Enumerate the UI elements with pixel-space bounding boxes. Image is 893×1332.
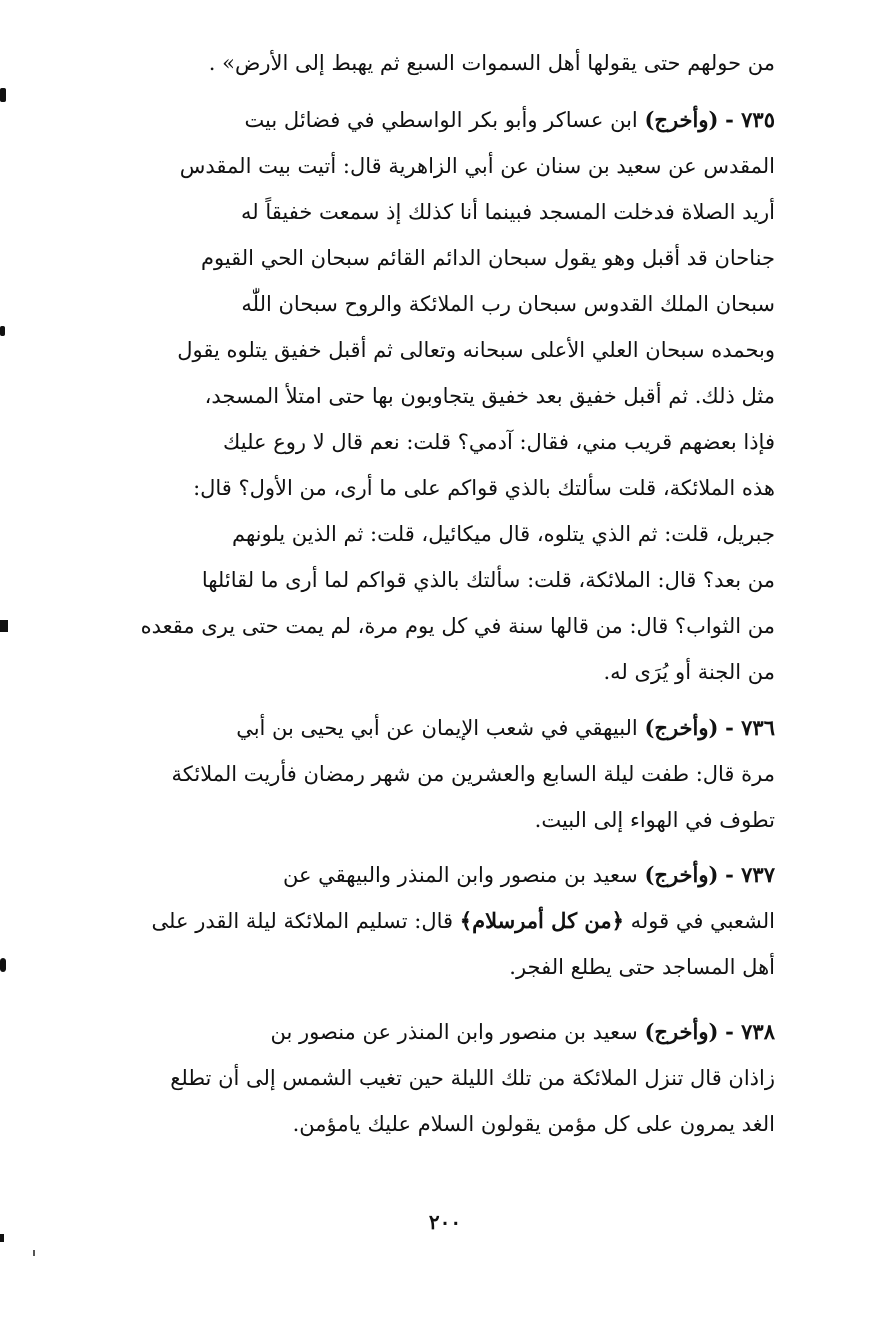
text-line: أهل المساجد حتى يطلع الفجر. xyxy=(509,955,775,979)
entry-first-line xyxy=(95,1009,775,1055)
text-line: جناحان قد أقبل وهو يقول سبحان الدائم القائم سبحان الحي القيوم xyxy=(200,246,775,270)
text-line: فإذا بعضهم قريب مني، فقال: آدمي؟ قلت: نعم قال لا روع عليك xyxy=(223,430,775,454)
entry-first-line xyxy=(95,97,775,143)
entry-keyword: (وأخرج) xyxy=(644,862,719,887)
text-line: أريد الصلاة فدخلت المسجد فبينما أنا كذلك إذ سمعت خفيقاً له xyxy=(241,200,775,224)
text-line: جبريل، قلت: ثم الذي يتلوه، قال ميكائيل، قلت: ثم الذين يلونهم xyxy=(231,522,775,546)
entry-first-line xyxy=(95,705,775,751)
entry-first-line-text: البيهقي في شعب الإيمان عن أبي يحيى بن أبي xyxy=(236,716,638,740)
entry-first-line-text: سعيد بن منصور وابن المنذر والبيهقي عن xyxy=(282,863,638,887)
entry-number: ٧٣٦ - xyxy=(725,715,775,740)
scan-edge-mark xyxy=(0,326,5,336)
entry-number: ٧٣٨ - xyxy=(725,1019,775,1044)
scan-edge-mark xyxy=(0,88,6,102)
scan-edge-mark xyxy=(0,1234,4,1242)
entry-number: ٧٣٧ - xyxy=(725,862,775,887)
scan-edge-mark xyxy=(0,620,8,632)
entry-first-line xyxy=(95,852,775,898)
entry-737 xyxy=(95,852,775,990)
text-line: مرة قال: طفت ليلة السابع والعشرين من شهر رمضان فأريت الملائكة xyxy=(171,762,775,786)
page-number: ٢٠٠ xyxy=(428,1210,462,1234)
text-line: وبحمده سبحان العلي الأعلى سبحانه وتعالى ثم أقبل خفيق يتلوه يقول xyxy=(177,338,775,362)
text-line: مثل ذلك. ثم أقبل خفيق بعد خفيق يتجاوبون بها حتى امتلأ المسجد، xyxy=(204,384,775,408)
line-text-before-quote: الشعبي في قوله xyxy=(630,909,775,933)
entry-keyword: (وأخرج) xyxy=(644,1019,719,1044)
text-line: المقدس عن سعيد بن سنان عن أبي الزاهرية قال: أتيت بيت المقدس xyxy=(179,154,775,178)
intro-paragraph xyxy=(95,40,775,86)
line-text-after-quote: قال: تسليم الملائكة ليلة القدر على xyxy=(151,909,454,933)
entry-keyword: (وأخرج) xyxy=(644,107,719,132)
text-line: هذه الملائكة، قلت سألتك بالذي قواكم على ما أرى، من الأول؟ قال: xyxy=(193,476,775,500)
text-line: من الثواب؟ قال: من قالها سنة في كل يوم مرة، لم يمت حتى يرى مقعده xyxy=(140,614,775,638)
scan-edge-mark xyxy=(0,958,6,972)
text-line: من بعد؟ قال: الملائكة، قلت: سألتك بالذي قواكم لما أرى ما لقائلها xyxy=(201,568,775,592)
entry-738 xyxy=(95,1009,775,1147)
text-line-with-quote xyxy=(95,898,775,944)
text-line: الغد يمرون على كل مؤمن يقولون السلام عليك يامؤمن. xyxy=(292,1112,775,1136)
entry-first-line-text: ابن عساكر وأبو بكر الواسطي في فضائل بيت xyxy=(244,108,638,132)
text-line: سبحان الملك القدوس سبحان رب الملائكة والروح سبحان اللّٰه xyxy=(241,292,775,316)
text-line: من حولهم حتى يقولها أهل السموات السبع ثم يهبط إلى الأرض» . xyxy=(208,51,775,75)
entry-736 xyxy=(95,705,775,843)
text-line: تطوف في الهواء إلى البيت. xyxy=(534,808,775,832)
entry-735 xyxy=(95,97,775,695)
entry-first-line-text: سعيد بن منصور وابن المنذر عن منصور بن xyxy=(270,1020,638,1044)
quran-quote: ﴿من كل أمرسلام﴾ xyxy=(459,908,624,933)
entry-number: ٧٣٥ - xyxy=(725,107,775,132)
text-line: زاذان قال تنزل الملائكة من تلك الليلة حين تغيب الشمس إلى أن تطلع xyxy=(170,1066,775,1090)
entry-keyword: (وأخرج) xyxy=(644,715,719,740)
text-line: من الجنة أو يُرَى له. xyxy=(603,660,775,684)
scan-edge-mark xyxy=(33,1250,35,1256)
